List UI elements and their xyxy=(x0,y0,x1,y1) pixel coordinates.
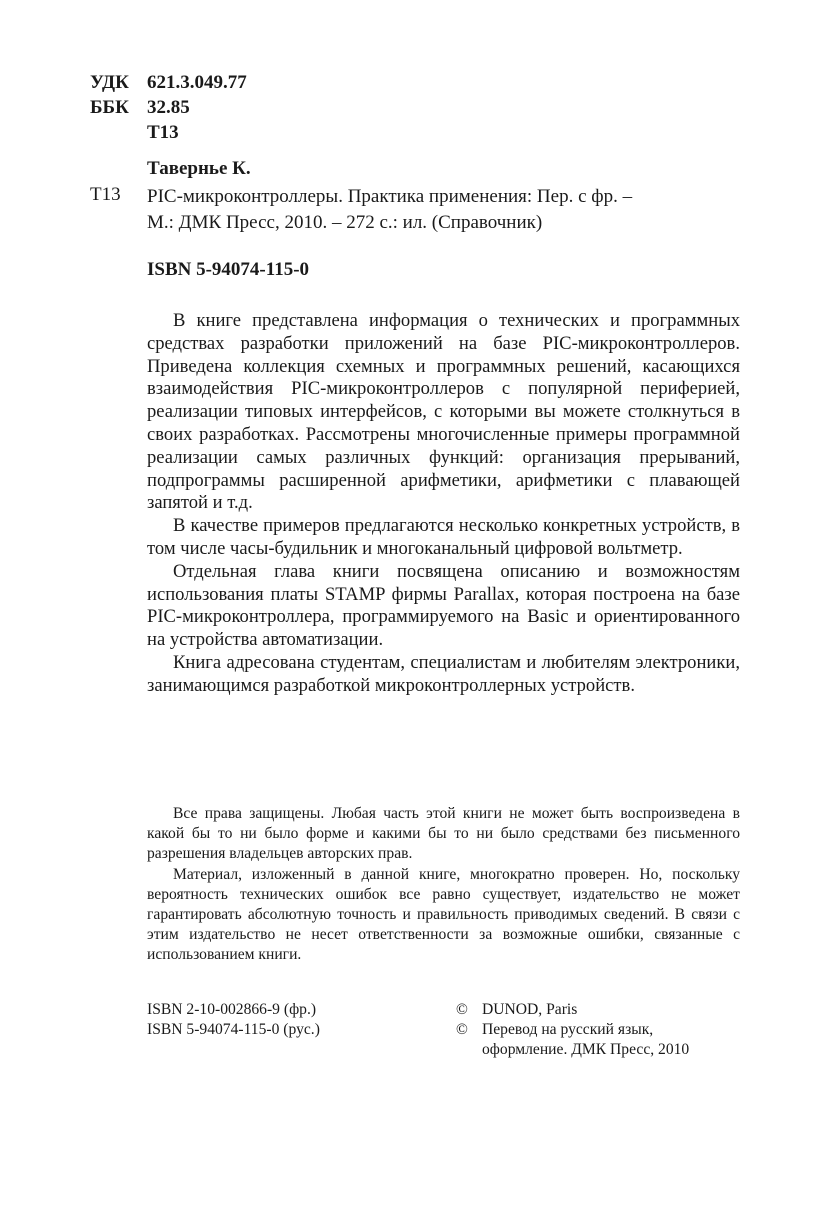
author-name: Тавернье К. xyxy=(147,158,251,179)
isbn-french: ISBN 2-10-002866-9 (фр.) xyxy=(147,1001,317,1018)
copyright-symbol-2: © xyxy=(456,1021,468,1038)
udc-row xyxy=(90,70,247,95)
isbn-main: ISBN 5-94074-115-0 xyxy=(147,259,310,280)
copyright-line-1: DUNOD, Paris xyxy=(482,1001,578,1018)
annotation-paragraph-4: Книга адресована студентам, специалистам и любителям электроники, занимающимся разработкой микроконтроллерных устройств. xyxy=(147,651,740,696)
author-mark-value: Т13 xyxy=(147,122,179,143)
rights-paragraph-1: Все права защищены. Любая часть этой книги не может быть воспроизведена в какой бы то ни было форме и какими бы то ни было средствами без письменного разрешения владельцев авторских прав. xyxy=(147,805,740,863)
title-line-2: М.: ДМК Пресс, 2010. – 272 с.: ил. (Справочник) xyxy=(147,212,543,233)
udc-label: УДК xyxy=(90,72,129,93)
copyright-row-2 xyxy=(456,1020,689,1040)
bbk-label: ББК xyxy=(90,97,129,118)
bbk-row xyxy=(90,95,247,120)
bbk-value: 32.85 xyxy=(147,97,190,118)
copyright-line-2: Перевод на русский язык, xyxy=(482,1021,654,1038)
rights-notice xyxy=(147,804,740,966)
title-line-1: PIC-микроконтроллеры. Практика применения: Пер. с фр. – xyxy=(147,186,633,207)
copyright-block xyxy=(456,1000,689,1060)
copyright-row-1 xyxy=(456,1000,689,1020)
annotation-paragraph-1: В книге представлена информация о технических и программных средствах разработки приложений на базе PIC-микроконтроллеров. Приведена коллекция схемных и программных решений, касающихся взаимодействия PIC-микроконтроллеров с популярной периферией, реализации типовых интерфейсов, с которыми вы можете столкнуться в своих разработках. Рассмотрены многочисленные примеры программной реализации самых различных функций: организация прерываний, подпрограммы расширенной арифметики, арифметики с плавающей запятой и т.д. xyxy=(147,310,740,514)
annotation-paragraph-3: Отдельная глава книги посвящена описанию и возможностям использования платы STAMP фирмы Parallax, которая построена на базе PIC-микроконтроллера, программируемого на Basic и ориентированного на устройства автоматизации. xyxy=(147,560,740,651)
udc-value: 621.3.049.77 xyxy=(147,72,247,93)
isbn-list xyxy=(147,1000,320,1040)
copyright-symbol-1: © xyxy=(456,1001,468,1018)
author-mark-row xyxy=(90,120,247,145)
catalog-mark: Т13 xyxy=(90,184,121,205)
annotation xyxy=(147,310,740,698)
annotation-paragraph-2: В качестве примеров предлагаются несколько конкретных устройств, в том числе часы-будильник и многоканальный цифровой вольтметр. xyxy=(147,515,740,559)
bibliographic-title xyxy=(147,184,747,236)
classification-codes xyxy=(90,70,247,145)
author-mark-label xyxy=(90,120,147,145)
copyright-row-3 xyxy=(456,1040,689,1060)
isbn-russian: ISBN 5-94074-115-0 (рус.) xyxy=(147,1021,320,1038)
rights-paragraph-2: Материал, изложенный в данной книге, многократно проверен. Но, поскольку вероятность технических ошибок все равно существует, издательство не может гарантировать абсолютную точность и правильность приводимых сведений. В связи с этим издательство не несет ответственности за возможные ошибки, связанные с использованием книги. xyxy=(147,865,740,964)
copyright-line-3: оформление. ДМК Пресс, 2010 xyxy=(482,1041,690,1058)
